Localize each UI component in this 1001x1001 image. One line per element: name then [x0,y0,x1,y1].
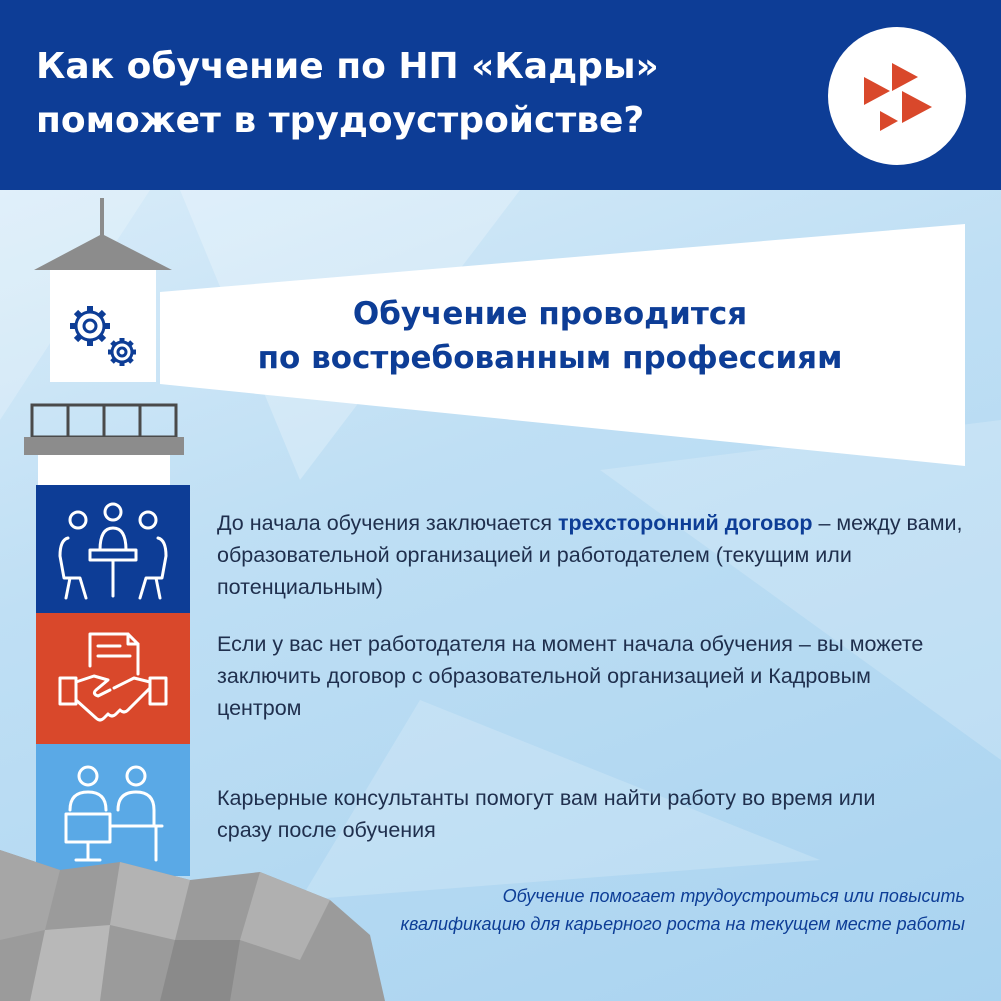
step-3-text: Карьерные консультанты помогут вам найти работу во время или сразу после обучения [217,786,876,842]
logo [828,27,966,165]
meeting-icon [56,498,170,602]
beam-heading [230,292,870,380]
consultation-icon [56,760,170,864]
step-1-highlight: трехсторонний договор [557,511,813,535]
step-2-text: Если у вас нет работодателя на момент начала обучения – вы можете заключить договор с образовательной организацией и Кадровым центром [217,632,924,720]
beam-line-2: по востребованным профессиям [257,340,843,376]
beam-line-1: Обучение проводится [352,296,748,332]
handshake-document-icon [56,626,170,730]
footnote: Обучение помогает трудоустроиться или повысить квалификацию для карьерного роста на текущем месте работы [400,886,965,934]
page-title [36,40,796,148]
step-1-text: До начала обучения заключается трехсторонний договор – между вами, образовательной организацией и работодателем (текущим или потенциальным) [217,511,963,599]
title-line-2: поможет в трудоустройстве? [36,100,645,141]
gears-icon [60,296,150,376]
orange-arrows-logo-icon [828,27,966,165]
title-line-1: Как обучение по НП «Кадры» [36,46,659,87]
